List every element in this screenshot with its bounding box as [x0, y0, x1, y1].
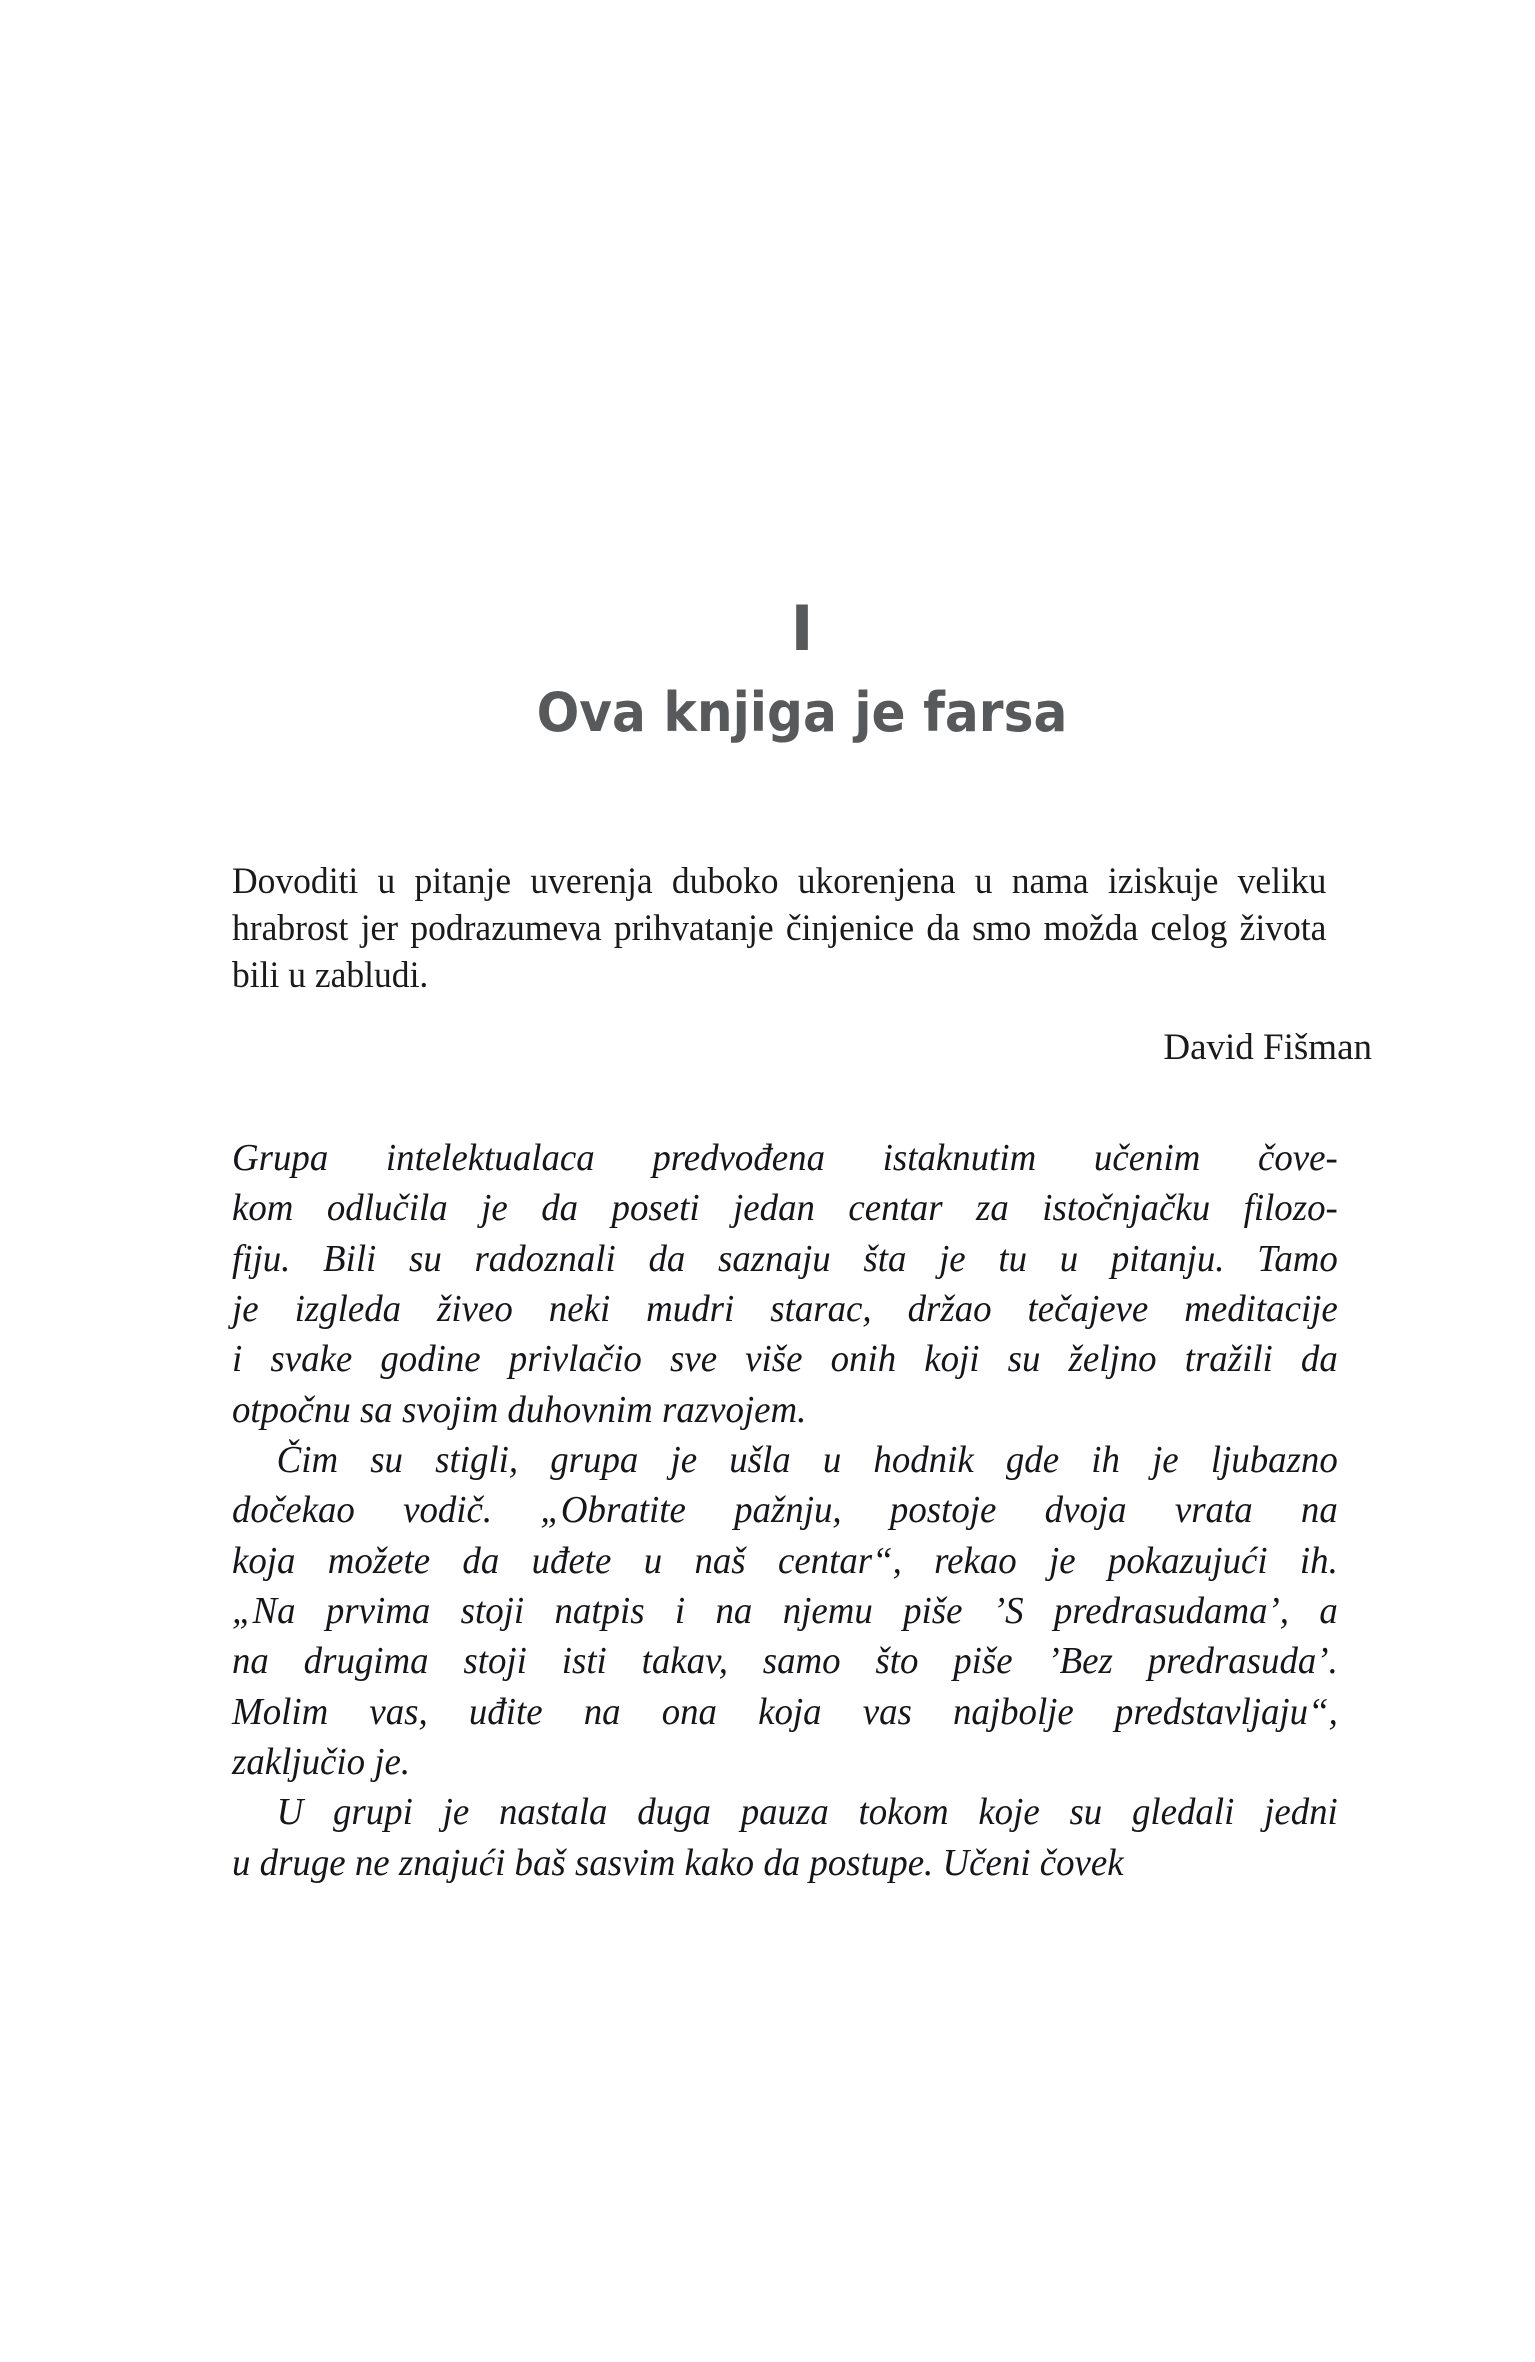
body-line: na drugima stoji isti takav, samo što piše ’Bez predrasuda’. [232, 1640, 1338, 1683]
chapter-heading [232, 0, 1372, 742]
chapter-title: Ova knjiga je farsa [536, 680, 1068, 744]
epigraph-block [232, 858, 1372, 1071]
body-text [232, 1133, 1372, 1888]
page-content-column [232, 0, 1372, 1888]
epigraph-attribution: David Fišman [1163, 1026, 1372, 1068]
epigraph-line: Dovoditi u pitanje uverenja duboko ukorenjena u nama [232, 860, 1089, 902]
epigraph-line: iziskuje veliku hrabrost jer podrazumeva prihvatanje [232, 860, 1327, 949]
body-line: Čim su stigli, grupa je ušla u hodnik gde ih je ljubazno [276, 1439, 1338, 1482]
body-paragraph [232, 1787, 1338, 1888]
epigraph-line: činjenice da smo možda celog života bili u zabludi. [232, 907, 1327, 997]
body-line: dočekao vodič. „Obratite pažnju, postoje dvoja vrata na [232, 1489, 1338, 1532]
body-line: u druge ne znajući baš sasvim kako da postupe. Učeni čovek [232, 1841, 1124, 1884]
body-line: fiju. Bili su radoznali da saznaju šta je tu u pitanju. Tamo [232, 1237, 1338, 1280]
body-paragraph [232, 1435, 1338, 1787]
epigraph-text [232, 858, 1326, 1000]
body-line: „Na prvima stoji natpis i na njemu piše ’S predrasudama’, a [232, 1590, 1338, 1633]
body-line: Grupa intelektualaca predvođena istaknutim učenim čove- [232, 1137, 1338, 1180]
body-line: Molim vas, uđite na ona koja vas najbolje predstavljaju“, [232, 1690, 1338, 1733]
body-line: otpočnu sa svojim duhovnim razvojem. [232, 1388, 807, 1431]
body-line: U grupi je nastala duga pauza tokom koje su gledali jedni [276, 1791, 1338, 1834]
body-line: zaključio je. [232, 1741, 411, 1784]
chapter-number: I [790, 592, 814, 665]
body-line: koja možete da uđete u naš centar“, rekao je pokazujući ih. [232, 1539, 1338, 1582]
body-line: i svake godine privlačio sve više onih koji su željno tražili da [232, 1338, 1338, 1381]
body-line: je izgleda živeo neki mudri starac, držao tečajeve meditacije [232, 1288, 1338, 1331]
body-paragraph [232, 1133, 1338, 1435]
body-line: kom odlučila je da poseti jedan centar za istočnjačku filozo- [232, 1187, 1338, 1230]
